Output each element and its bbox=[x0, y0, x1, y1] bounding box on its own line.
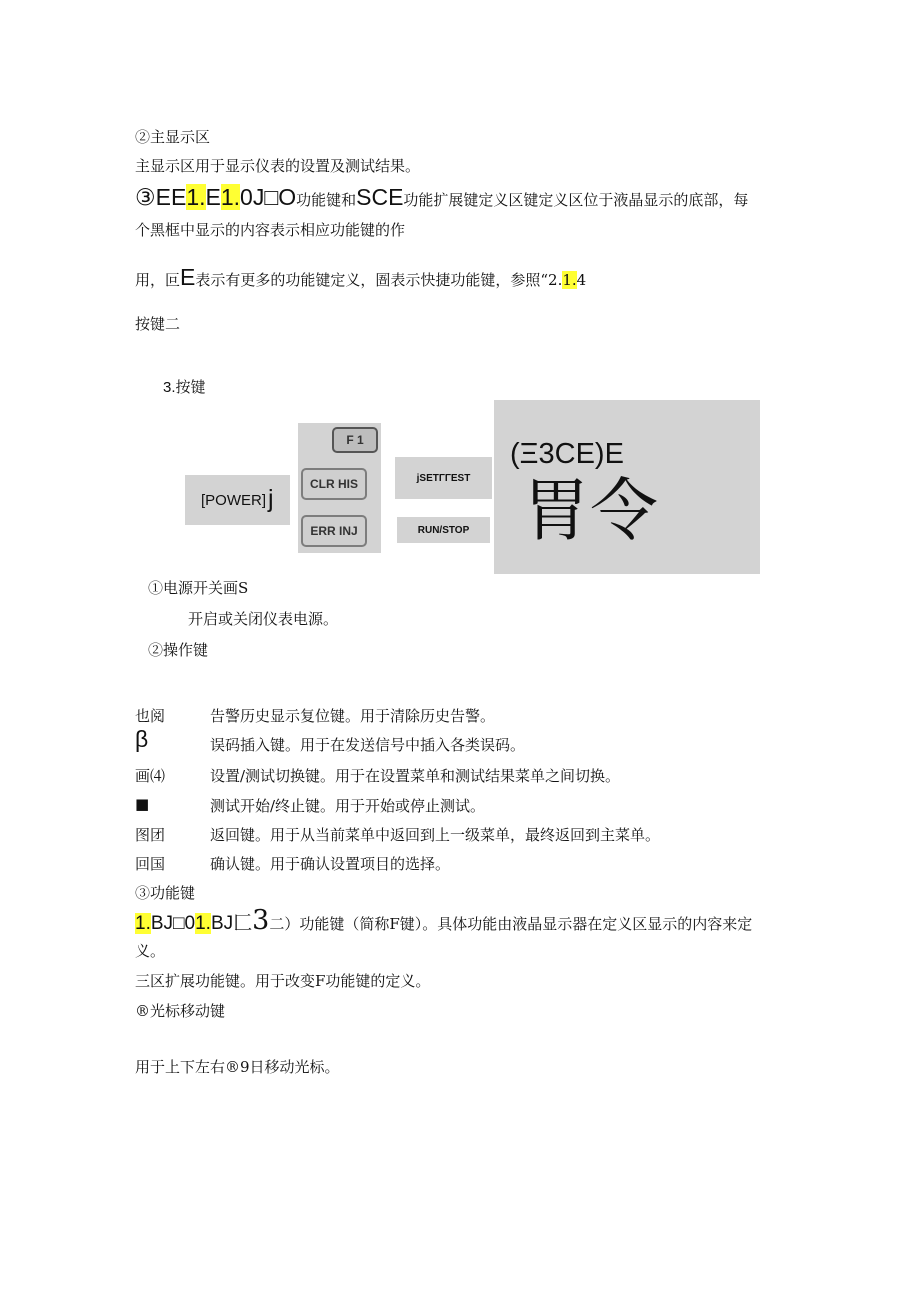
cursor-desc: 用于上下左右®9日移动光标。 bbox=[135, 1058, 340, 1076]
func-def-big2: SCE bbox=[356, 184, 404, 210]
nav-keys-big-label: 胃令 bbox=[522, 472, 659, 551]
nav-keys-panel bbox=[494, 400, 760, 574]
func-def-line3-c: 4 bbox=[576, 271, 587, 289]
cursor-heading: ®光标移动键 bbox=[135, 1002, 226, 1020]
fkeys-heading: ③功能键 bbox=[135, 884, 196, 902]
func-def-small1: 功能键和 bbox=[296, 191, 357, 209]
fkeys-a: BJ□0 bbox=[150, 913, 196, 934]
func-def-line3 bbox=[135, 264, 586, 291]
power-key-label: [POWER] bbox=[201, 492, 267, 509]
ops-heading: ②操作键 bbox=[148, 641, 209, 659]
fkeys-line3: 三区扩展功能键。用于改变F功能键的定义。 bbox=[135, 972, 431, 990]
fkeys-b: BJ匚 bbox=[210, 913, 253, 934]
ops-row-key: ■ bbox=[135, 795, 150, 813]
func-def-line3-big: E bbox=[180, 264, 196, 290]
power-key-panel[interactable] bbox=[185, 475, 290, 525]
f1-key[interactable]: F 1 bbox=[332, 427, 378, 453]
func-def-hl2: 1. bbox=[220, 184, 241, 210]
clr-his-key[interactable]: CLR HIS bbox=[301, 468, 367, 500]
func-def-line3-a: 用，叵 bbox=[135, 271, 181, 289]
set-test-key[interactable]: jSETΓΓEST bbox=[395, 457, 492, 499]
ops-row-desc: 告警历史显示复位键。用于清除历史告警。 bbox=[210, 707, 496, 725]
func-def-line3-hl: 1. bbox=[562, 271, 577, 289]
ops-row-key: 图团 bbox=[135, 826, 166, 844]
run-stop-key[interactable]: RUN/STOP bbox=[397, 517, 490, 543]
err-inj-key[interactable]: ERR INJ bbox=[301, 515, 367, 547]
figure-caption: 3.按键 bbox=[163, 379, 206, 396]
power-heading: ①电源开关画S bbox=[148, 579, 249, 597]
fkeys-big: 3 bbox=[252, 905, 270, 936]
nav-keys-top-label: (Ξ3CE)E bbox=[510, 438, 624, 470]
power-key-tail: j bbox=[268, 485, 274, 513]
ops-row-desc: 返回键。用于从当前菜单中返回到上一级菜单，最终返回到主菜单。 bbox=[210, 826, 661, 844]
ops-row-desc: 确认键。用于确认设置项目的选择。 bbox=[210, 855, 451, 873]
func-def-mid1: E bbox=[205, 184, 221, 210]
func-def-mid2: 0J□O bbox=[240, 184, 297, 210]
ops-row-desc: 误码插入键。用于在发送信号中插入各类误码。 bbox=[210, 736, 526, 754]
fkeys-c: 二）功能键（简称F键）。具体功能由液晶显示器在定义区显示的内容来定 bbox=[269, 915, 753, 933]
fkeys-line2: 义。 bbox=[135, 942, 166, 960]
func-def-hl1: 1. bbox=[186, 184, 206, 210]
power-desc: 开启或关闭仪表电源。 bbox=[188, 610, 339, 628]
main-display-desc: 主显示区用于显示仪表的设置及测试结果。 bbox=[135, 157, 421, 175]
func-def-line3-b: 表示有更多的功能键定义，圄表示快捷功能键，参照“2. bbox=[195, 271, 563, 289]
ops-row-desc: 设置/测试切换键。用于在设置菜单和测试结果菜单之间切换。 bbox=[210, 767, 621, 785]
ops-row-key: 画⑷ bbox=[135, 767, 166, 785]
func-def-line4: 按键二 bbox=[135, 315, 181, 333]
fkeys-line1 bbox=[135, 905, 752, 936]
func-def-line2: 个黑框中显示的内容表示相应功能键的作 bbox=[135, 221, 406, 239]
ops-row-desc: 测试开始/终止键。用于开始或停止测试。 bbox=[210, 797, 486, 815]
func-def-small2: 功能扩展键定义区键定义区位于液晶显示的底部，每 bbox=[403, 191, 749, 209]
fkeys-hl2: 1. bbox=[195, 913, 211, 934]
func-def-line1 bbox=[135, 184, 748, 211]
ops-row-key: 也阅 bbox=[135, 707, 166, 725]
func-def-prefix: ③EE bbox=[135, 184, 187, 210]
ops-row-key: β bbox=[135, 726, 149, 752]
ops-row-key: 回国 bbox=[135, 855, 166, 873]
main-display-heading: ②主显示区 bbox=[135, 128, 211, 146]
fkeys-hl1: 1. bbox=[135, 913, 151, 934]
